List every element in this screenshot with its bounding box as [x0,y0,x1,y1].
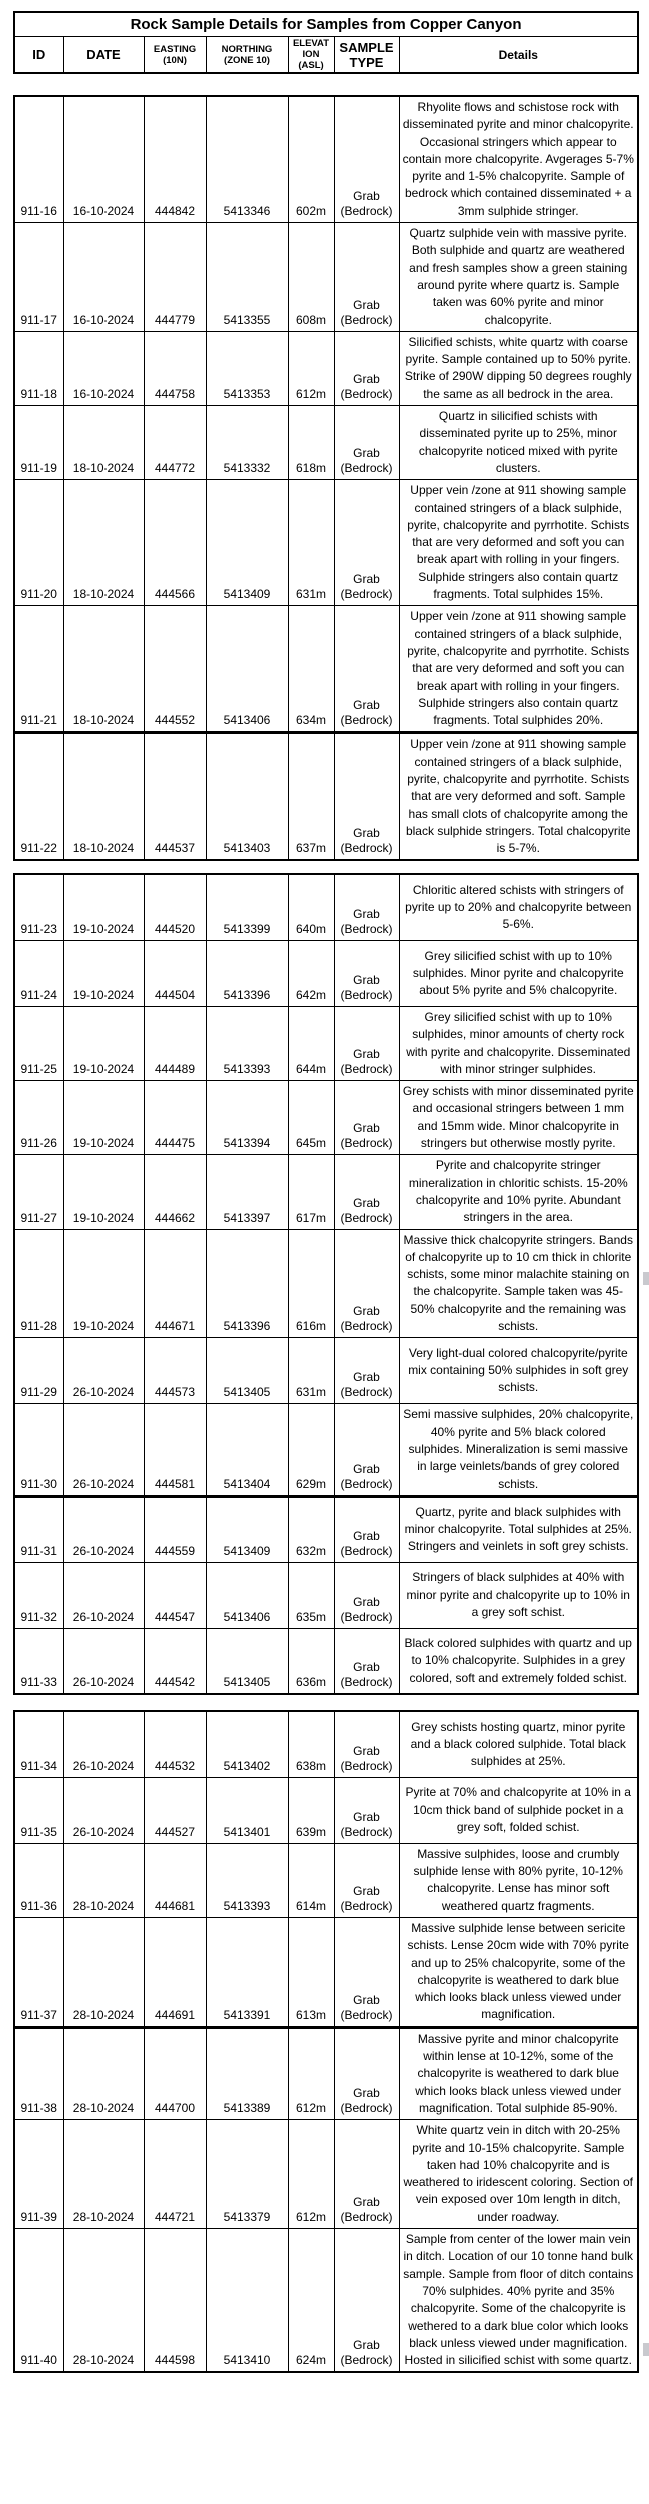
easting-cell: 444758 [144,331,206,405]
col-header-date: DATE [63,37,144,74]
sample-id-cell: 911-31 [14,1496,63,1562]
easting-cell: 444721 [144,2120,206,2229]
elevation-cell: 624m [288,2229,334,2373]
sample-id-cell: 911-34 [14,1711,63,1777]
sample-type-cell: Grab (Bedrock) [334,606,399,733]
sample-id-cell: 911-35 [14,1777,63,1843]
northing-cell: 5413346 [206,96,288,223]
date-cell: 28-10-2024 [63,1917,144,2027]
details-cell: Black colored sulphides with quartz and up to 10% chalcopyrite. Sulphides in a grey colored, soft and extremely folded schist. [399,1628,638,1694]
northing-cell: 5413401 [206,1777,288,1843]
easting-cell: 444772 [144,406,206,480]
sample-type-cell: Grab (Bedrock) [334,940,399,1006]
date-cell: 28-10-2024 [63,2027,144,2119]
date-cell: 18-10-2024 [63,733,144,861]
sample-id-cell: 911-33 [14,1628,63,1694]
easting-cell: 444537 [144,733,206,861]
northing-cell: 5413391 [206,1917,288,2027]
details-cell: Upper vein /zone at 911 showing sample contained stringers of a black sulphide, pyrite, chalcopyrite and pyrrhotite. Schists that are very deformed and soft you can break apart with rolling in your fingers. Sulphide stringers also contain quartz fragments. Total sulphides 20%. [399,606,638,733]
date-cell: 19-10-2024 [63,1006,144,1080]
sample-type-cell: Grab (Bedrock) [334,1081,399,1155]
details-cell: Grey schists with minor disseminated pyrite and occasional stringers between 1 mm and 15mm wide. Minor chalcopyrite in stringers but otherwise mostly pyrite. [399,1081,638,1155]
sample-type-cell: Grab (Bedrock) [334,1562,399,1628]
sample-type-cell: Grab (Bedrock) [334,1338,399,1404]
sample-type-cell: Grab (Bedrock) [334,1628,399,1694]
northing-cell: 5413393 [206,1006,288,1080]
date-cell: 18-10-2024 [63,480,144,606]
date-cell: 28-10-2024 [63,2120,144,2229]
elevation-cell: 614m [288,1843,334,1917]
sample-type-cell: Grab (Bedrock) [334,1711,399,1777]
date-cell: 19-10-2024 [63,940,144,1006]
details-cell: Upper vein /zone at 911 showing sample contained stringers of a black sulphide, pyrite, chalcopyrite and pyrrhotite. Schists that are very deformed and soft. Sample has small clots of chalcopyrite among the black sulphide stringers. Total chalcopyrite is 5-7%. [399,733,638,861]
date-cell: 28-10-2024 [63,2229,144,2373]
sample-id-cell: 911-27 [14,1155,63,1229]
elevation-cell: 631m [288,480,334,606]
table-row [14,480,638,606]
sample-id-cell: 911-16 [14,96,63,223]
date-cell: 28-10-2024 [63,1843,144,1917]
details-cell: Pyrite at 70% and chalcopyrite at 10% in a 10cm thick band of sulphide pocket in a grey soft, folded schist. [399,1777,638,1843]
scrollbar-thumb-fragment[interactable] [643,1272,649,1285]
date-cell: 26-10-2024 [63,1404,144,1496]
elevation-cell: 640m [288,874,334,940]
northing-cell: 5413405 [206,1628,288,1694]
elevation-cell: 631m [288,1338,334,1404]
details-cell: Massive pyrite and minor chalcopyrite within lense at 10-12%, some of the chalcopyrite is weathered to dark blue which looks black unless viewed under magnification. Total sulphide 85-90%. [399,2027,638,2119]
table-row [14,1711,638,1777]
table-row [14,1628,638,1694]
details-cell: Chloritic altered schists with stringers of pyrite up to 20% and chalcopyrite between 5-6%. [399,874,638,940]
easting-cell: 444520 [144,874,206,940]
easting-cell: 444475 [144,1081,206,1155]
elevation-cell: 612m [288,331,334,405]
elevation-cell: 602m [288,96,334,223]
sample-type-cell: Grab (Bedrock) [334,331,399,405]
table-row [14,2120,638,2229]
sample-id-cell: 911-18 [14,331,63,405]
details-cell: Semi massive sulphides, 20% chalcopyrite, 40% pyrite and 5% black colored sulphides. Mineralization is semi massive in large veinlets/bands of grey colored schists. [399,1404,638,1496]
elevation-cell: 634m [288,606,334,733]
northing-cell: 5413393 [206,1843,288,1917]
sample-type-cell: Grab (Bedrock) [334,1843,399,1917]
northing-cell: 5413389 [206,2027,288,2119]
sample-type-cell: Grab (Bedrock) [334,733,399,861]
table-row [14,1843,638,1917]
table-row [14,406,638,480]
date-cell: 16-10-2024 [63,96,144,223]
table-row [14,1081,638,1155]
date-cell: 26-10-2024 [63,1777,144,1843]
northing-cell: 5413406 [206,1562,288,1628]
details-cell: Sample from center of the lower main vein in ditch. Location of our 10 tonne hand bulk sample. Sample from floor of ditch contains 70% sulphides. 40% pyrite and 35% chalcopyrite. Some of the chalcopyrite is wethered to a dark blue color which looks black unless viewed under magnification. Hosted in silicified schist with some quartz. [399,2229,638,2373]
details-cell: Very light-dual colored chalcopyrite/pyrite mix containing 50% sulphides in soft grey schists. [399,1338,638,1404]
sample-id-cell: 911-37 [14,1917,63,2027]
date-cell: 19-10-2024 [63,1155,144,1229]
details-cell: Stringers of black sulphides at 40% with minor pyrite and chalcopyrite up to 10% in a grey soft schist. [399,1562,638,1628]
table-row [14,1496,638,1562]
easting-cell: 444559 [144,1496,206,1562]
northing-cell: 5413402 [206,1711,288,1777]
easting-cell: 444662 [144,1155,206,1229]
sample-type-cell: Grab (Bedrock) [334,874,399,940]
date-cell: 19-10-2024 [63,874,144,940]
details-cell: Grey silicified schist with up to 10% sulphides, minor amounts of cherty rock with pyrite and chalcopyrite. Disseminated with minor stringer sulphides. [399,1006,638,1080]
easting-cell: 444542 [144,1628,206,1694]
elevation-cell: 642m [288,940,334,1006]
details-cell: Pyrite and chalcopyrite stringer mineralization in chloritic schists. 15-20% chalcopyrite and 10% pyrite. Abundant stringers in the area. [399,1155,638,1229]
easting-cell: 444504 [144,940,206,1006]
sample-id-cell: 911-39 [14,2120,63,2229]
sample-type-cell: Grab (Bedrock) [334,1404,399,1496]
elevation-cell: 638m [288,1711,334,1777]
table-row [14,2027,638,2119]
table-row [14,2229,638,2373]
table-row [14,1404,638,1496]
northing-cell: 5413396 [206,1229,288,1338]
northing-cell: 5413394 [206,1081,288,1155]
elevation-cell: 612m [288,2027,334,2119]
sample-id-cell: 911-40 [14,2229,63,2373]
sample-table-block-1 [13,95,639,861]
details-cell: Massive sulphides, loose and crumbly sulphide lense with 80% pyrite, 10-12% chalcopyrite. Lense has minor soft weathered quartz fragments. [399,1843,638,1917]
table-row [14,331,638,405]
easting-cell: 444598 [144,2229,206,2373]
elevation-cell: 613m [288,1917,334,2027]
easting-cell: 444842 [144,96,206,223]
table-row [14,96,638,223]
easting-cell: 444527 [144,1777,206,1843]
sample-id-cell: 911-20 [14,480,63,606]
sample-type-cell: Grab (Bedrock) [334,1229,399,1338]
sample-id-cell: 911-26 [14,1081,63,1155]
northing-cell: 5413355 [206,223,288,332]
elevation-cell: 639m [288,1777,334,1843]
col-header-details: Details [399,37,638,74]
northing-cell: 5413410 [206,2229,288,2373]
sample-id-cell: 911-19 [14,406,63,480]
table-row [14,940,638,1006]
easting-cell: 444489 [144,1006,206,1080]
table-row [14,1917,638,2027]
sample-id-cell: 911-22 [14,733,63,861]
table-row [14,223,638,332]
easting-cell: 444552 [144,606,206,733]
elevation-cell: 637m [288,733,334,861]
column-header-row [14,37,638,74]
date-cell: 19-10-2024 [63,1081,144,1155]
sample-type-cell: Grab (Bedrock) [334,2027,399,2119]
title-row [14,12,638,37]
details-cell: Massive sulphide lense between sericite schists. Lense 20cm wide with 70% pyrite and up to 25% chalcopyrite, some of the chalcopyrite is weathered to dark blue which looks black unless viewed under magnification. [399,1917,638,2027]
table-row [14,1562,638,1628]
easting-cell: 444581 [144,1404,206,1496]
details-cell: Grey schists hosting quartz, minor pyrite and a black colored sulphide. Total black sulphides at 25%. [399,1711,638,1777]
sample-type-cell: Grab (Bedrock) [334,1155,399,1229]
details-cell: Silicified schists, white quartz with coarse pyrite. Sample contained up to 50% pyrite. Strike of 290W dipping 50 degrees roughly the same as all bedrock in the area. [399,331,638,405]
sample-type-cell: Grab (Bedrock) [334,480,399,606]
date-cell: 26-10-2024 [63,1628,144,1694]
easting-cell: 444700 [144,2027,206,2119]
northing-cell: 5413397 [206,1155,288,1229]
sample-id-cell: 911-32 [14,1562,63,1628]
sample-type-cell: Grab (Bedrock) [334,1777,399,1843]
table-row [14,1777,638,1843]
col-header-sample-type: SAMPLE TYPE [334,37,399,74]
sample-type-cell: Grab (Bedrock) [334,96,399,223]
sample-type-cell: Grab (Bedrock) [334,2229,399,2373]
date-cell: 26-10-2024 [63,1338,144,1404]
northing-cell: 5413379 [206,2120,288,2229]
northing-cell: 5413399 [206,874,288,940]
col-header-easting: EASTING (10N) [144,37,206,74]
table-row [14,606,638,733]
sample-id-cell: 911-30 [14,1404,63,1496]
date-cell: 26-10-2024 [63,1496,144,1562]
easting-cell: 444573 [144,1338,206,1404]
table-row [14,1229,638,1338]
easting-cell: 444532 [144,1711,206,1777]
details-cell: Upper vein /zone at 911 showing sample contained stringers of a black sulphide, pyrite, chalcopyrite and pyrrhotite. Schists that are very deformed and soft you can break apart with rolling in your fingers. Sulphide stringers also contain quartz fragments. Total sulphides 15%. [399,480,638,606]
northing-cell: 5413404 [206,1404,288,1496]
sample-type-cell: Grab (Bedrock) [334,223,399,332]
elevation-cell: 635m [288,1562,334,1628]
elevation-cell: 644m [288,1006,334,1080]
northing-cell: 5413332 [206,406,288,480]
easting-cell: 444547 [144,1562,206,1628]
date-cell: 16-10-2024 [63,223,144,332]
sample-type-cell: Grab (Bedrock) [334,1917,399,2027]
northing-cell: 5413409 [206,1496,288,1562]
col-header-northing: NORTHING (ZONE 10) [206,37,288,74]
details-cell: Quartz sulphide vein with massive pyrite. Both sulphide and quartz are weathered and fresh samples show a green staining around pyrite where quartz is. Sample taken was 60% pyrite and minor chalcopyrite. [399,223,638,332]
northing-cell: 5413405 [206,1338,288,1404]
sample-id-cell: 911-28 [14,1229,63,1338]
scrollbar-thumb-fragment[interactable] [643,2343,649,2356]
date-cell: 19-10-2024 [63,1229,144,1338]
sample-type-cell: Grab (Bedrock) [334,406,399,480]
details-cell: Rhyolite flows and schistose rock with disseminated pyrite and minor chalcopyrite. Occasional stringers which appear to contain more chalcopyrite. Avgerages 5-7% pyrite and 1-5% chalcopyrite. Sample of bedrock which contained disseminated + a 3mm sulphide stringer. [399,96,638,223]
sample-table-block-2 [13,873,639,1695]
table-row [14,733,638,861]
elevation-cell: 608m [288,223,334,332]
page-title: Rock Sample Details for Samples from Copper Canyon [14,12,638,37]
sample-type-cell: Grab (Bedrock) [334,1006,399,1080]
sample-type-cell: Grab (Bedrock) [334,1496,399,1562]
date-cell: 18-10-2024 [63,406,144,480]
sample-id-cell: 911-36 [14,1843,63,1917]
elevation-cell: 618m [288,406,334,480]
details-cell: Grey silicified schist with up to 10% sulphides. Minor pyrite and chalcopyrite about 5% pyrite and 5% chalcopyrite. [399,940,638,1006]
sample-id-cell: 911-21 [14,606,63,733]
details-cell: White quartz vein in ditch with 20-25% pyrite and 10-15% chalcopyrite. Sample taken had 10% chalcopyrite and is weathered to iridescent coloring. Section of vein exposed over 10m length in ditch, under roadway. [399,2120,638,2229]
northing-cell: 5413403 [206,733,288,861]
easting-cell: 444779 [144,223,206,332]
elevation-cell: 616m [288,1229,334,1338]
northing-cell: 5413409 [206,480,288,606]
sample-id-cell: 911-25 [14,1006,63,1080]
details-cell: Quartz, pyrite and black sulphides with minor chalcopyrite. Total sulphides at 25%. Stringers and veinlets in soft grey schists. [399,1496,638,1562]
easting-cell: 444566 [144,480,206,606]
sample-id-cell: 911-23 [14,874,63,940]
sample-type-cell: Grab (Bedrock) [334,2120,399,2229]
table-row [14,874,638,940]
northing-cell: 5413396 [206,940,288,1006]
table-row [14,1338,638,1404]
date-cell: 16-10-2024 [63,331,144,405]
col-header-id: ID [14,37,63,74]
elevation-cell: 612m [288,2120,334,2229]
easting-cell: 444691 [144,1917,206,2027]
date-cell: 26-10-2024 [63,1711,144,1777]
table-row [14,1155,638,1229]
elevation-cell: 632m [288,1496,334,1562]
sample-id-cell: 911-17 [14,223,63,332]
date-cell: 26-10-2024 [63,1562,144,1628]
sample-table-block-3 [13,1710,639,2373]
table-header [13,11,639,74]
details-cell: Quartz in silicified schists with disseminated pyrite up to 25%, minor chalcopyrite noticed mixed with pyrite clusters. [399,406,638,480]
northing-cell: 5413353 [206,331,288,405]
northing-cell: 5413406 [206,606,288,733]
elevation-cell: 636m [288,1628,334,1694]
sample-id-cell: 911-38 [14,2027,63,2119]
col-header-elevation: ELEVAT ION (ASL) [288,37,334,74]
table-row [14,1006,638,1080]
elevation-cell: 617m [288,1155,334,1229]
easting-cell: 444671 [144,1229,206,1338]
elevation-cell: 629m [288,1404,334,1496]
sample-id-cell: 911-24 [14,940,63,1006]
sample-id-cell: 911-29 [14,1338,63,1404]
elevation-cell: 645m [288,1081,334,1155]
details-cell: Massive thick chalcopyrite stringers. Bands of chalcopyrite up to 10 cm thick in chlorite schists, some minor malachite staining on the chalcopyrite. Sample taken was 45-50% chalcopyrite and the remaining was schists. [399,1229,638,1338]
date-cell: 18-10-2024 [63,606,144,733]
easting-cell: 444681 [144,1843,206,1917]
